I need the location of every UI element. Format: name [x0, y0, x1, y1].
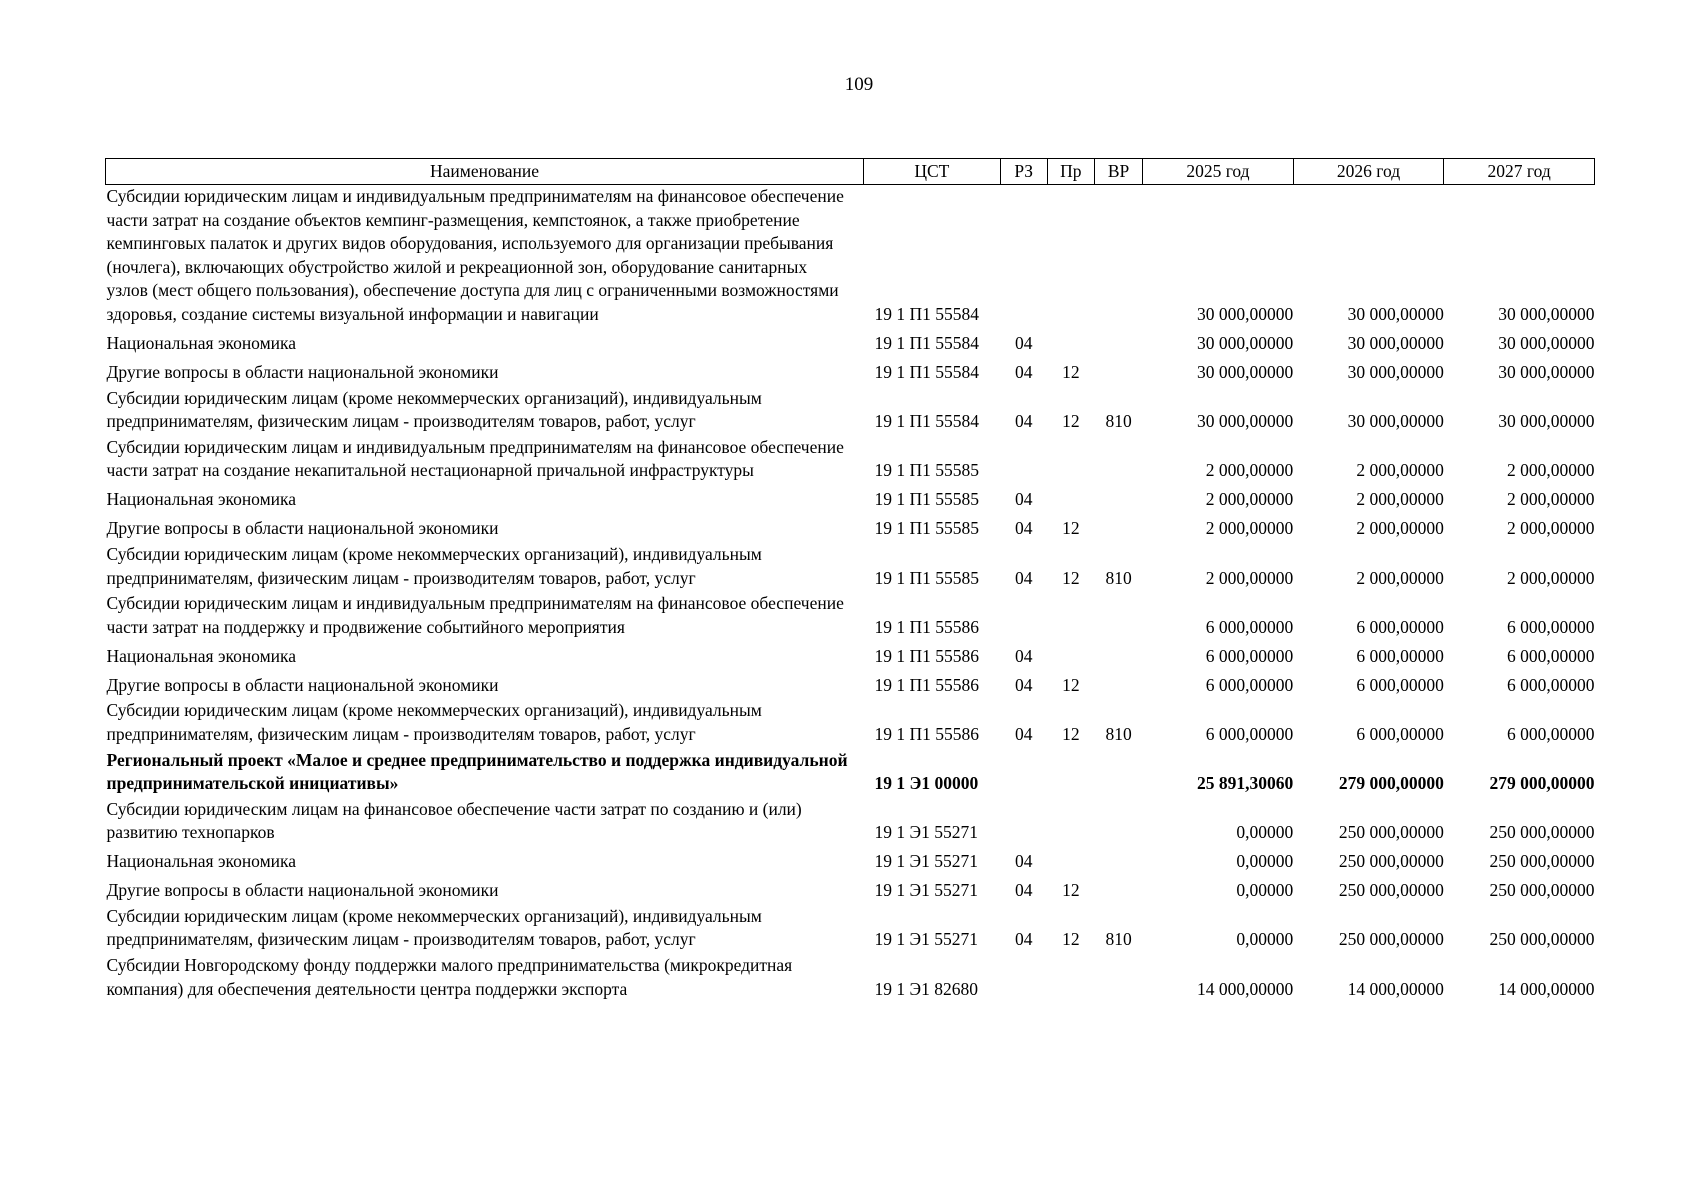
- row-cst: 19 1 П1 55586: [874, 645, 980, 666]
- row-cst: 19 1 П1 55584: [874, 332, 980, 353]
- row-name: Другие вопросы в области национальной экономики: [106, 674, 499, 695]
- row-rz: 04: [1014, 851, 1033, 872]
- row-2026: 30 000,00000: [1347, 303, 1444, 324]
- table-row: [106, 485, 1595, 514]
- header-name: Наименование: [106, 159, 864, 185]
- row-name: Национальная экономика: [106, 332, 297, 353]
- header-cst: ЦСТ: [864, 159, 1001, 185]
- table-row: [106, 329, 1595, 358]
- row-rz: 04: [1014, 411, 1033, 432]
- row-cst: 19 1 П1 55586: [874, 674, 980, 695]
- row-pr: 12: [1062, 361, 1080, 382]
- table-row: [106, 543, 1595, 592]
- budget-table: [105, 158, 1595, 1003]
- row-pr: [1047, 485, 1094, 514]
- row-vr: [1094, 749, 1142, 798]
- header-2025: 2025 год: [1143, 159, 1294, 185]
- row-2025: 2 000,00000: [1205, 567, 1294, 588]
- row-2026: 30 000,00000: [1347, 332, 1444, 353]
- table-row: [106, 954, 1595, 1003]
- row-cst: 19 1 Э1 55271: [874, 851, 978, 872]
- row-2027: 14 000,00000: [1498, 978, 1595, 999]
- page-number: 109: [844, 74, 874, 95]
- row-pr: [1047, 749, 1094, 798]
- row-vr: [1094, 641, 1142, 670]
- row-pr: 12: [1062, 674, 1080, 695]
- row-rz: 04: [1014, 645, 1033, 666]
- row-pr: 12: [1062, 567, 1080, 588]
- row-rz: [1000, 954, 1047, 1003]
- table-row: [106, 436, 1595, 485]
- row-cst: 19 1 Э1 55271: [874, 929, 978, 950]
- row-pr: [1047, 329, 1094, 358]
- row-name: Национальная экономика: [106, 851, 297, 872]
- row-2027: 6 000,00000: [1507, 645, 1595, 666]
- row-cst: 19 1 П1 55586: [874, 616, 980, 637]
- row-cst: 19 1 П1 55584: [874, 411, 980, 432]
- row-rz: 04: [1014, 361, 1033, 382]
- row-vr: [1094, 954, 1142, 1003]
- row-2027: 30 000,00000: [1498, 332, 1595, 353]
- row-name: Субсидии юридическим лицам (кроме некоммерческих организаций), индивидуальным предпринимателям, физическим лицам - производителям товаров, работ, услуг: [106, 700, 762, 744]
- row-2025: 30 000,00000: [1197, 361, 1294, 382]
- row-2027: 2 000,00000: [1507, 567, 1595, 588]
- row-vr: [1094, 358, 1142, 387]
- row-rz: [1000, 185, 1047, 329]
- row-vr: [1094, 876, 1142, 905]
- row-2026: 30 000,00000: [1347, 361, 1444, 382]
- table-row: [106, 905, 1595, 954]
- table-row: [106, 185, 1595, 329]
- row-vr: [1094, 514, 1142, 543]
- row-pr: [1047, 185, 1094, 329]
- row-cst: 19 1 П1 55585: [874, 489, 980, 510]
- row-rz: 04: [1014, 723, 1033, 744]
- row-2025: 0,00000: [1236, 880, 1294, 901]
- row-2026: 250 000,00000: [1338, 880, 1444, 901]
- row-rz: [1000, 749, 1047, 798]
- row-vr: 810: [1105, 411, 1132, 432]
- row-name: Другие вопросы в области национальной экономики: [106, 518, 499, 539]
- row-2026: 250 000,00000: [1338, 929, 1444, 950]
- row-2026: 6 000,00000: [1356, 645, 1444, 666]
- row-2025: 2 000,00000: [1205, 460, 1294, 481]
- row-2026: 250 000,00000: [1338, 851, 1444, 872]
- row-2026: 30 000,00000: [1347, 411, 1444, 432]
- table-row: [106, 387, 1595, 436]
- row-2027: 250 000,00000: [1489, 822, 1595, 843]
- row-vr: [1094, 436, 1142, 485]
- row-name: Другие вопросы в области национальной экономики: [106, 361, 499, 382]
- row-cst: 19 1 Э1 55271: [874, 880, 978, 901]
- row-pr: [1047, 436, 1094, 485]
- row-2027: 6 000,00000: [1507, 674, 1595, 695]
- row-2025: 25 891,30060: [1197, 773, 1294, 794]
- row-2025: 6 000,00000: [1205, 723, 1294, 744]
- row-rz: 04: [1014, 518, 1033, 539]
- row-name: Субсидии юридическим лицам и индивидуальным предпринимателям на финансовое обеспечение части затрат на поддержку и продвижение событийного мероприятия: [106, 593, 844, 637]
- row-2025: 2 000,00000: [1205, 489, 1294, 510]
- row-rz: [1000, 798, 1047, 847]
- row-2025: 6 000,00000: [1205, 645, 1294, 666]
- row-rz: 04: [1014, 674, 1033, 695]
- row-2025: 6 000,00000: [1205, 616, 1294, 637]
- table-row: [106, 670, 1595, 699]
- row-2026: 279 000,00000: [1338, 773, 1444, 794]
- row-rz: [1000, 592, 1047, 641]
- row-2027: 30 000,00000: [1498, 361, 1595, 382]
- row-name: Национальная экономика: [106, 489, 297, 510]
- row-vr: [1094, 670, 1142, 699]
- row-pr: [1047, 592, 1094, 641]
- row-cst: 19 1 Э1 55271: [874, 822, 978, 843]
- row-2026: 6 000,00000: [1356, 616, 1444, 637]
- table-row: [106, 641, 1595, 670]
- row-name: Субсидии юридическим лицам на финансовое обеспечение части затрат по созданию и (или) развитию технопарков: [106, 798, 802, 843]
- row-cst: 19 1 П1 55585: [874, 567, 980, 588]
- row-vr: [1094, 592, 1142, 641]
- table-row: [106, 358, 1595, 387]
- header-pr: Пр: [1047, 159, 1094, 185]
- row-cst: 19 1 Э1 82680: [874, 978, 978, 999]
- table-row: [106, 514, 1595, 543]
- row-rz: 04: [1014, 880, 1033, 901]
- row-name: Субсидии юридическим лицам (кроме некоммерческих организаций), индивидуальным предпринимателям, физическим лицам - производителям товаров, работ, услуг: [106, 543, 762, 588]
- row-cst: 19 1 П1 55584: [874, 361, 980, 382]
- row-vr: [1094, 329, 1142, 358]
- row-pr: [1047, 847, 1094, 876]
- row-2027: 250 000,00000: [1489, 880, 1595, 901]
- row-pr: 12: [1062, 518, 1080, 539]
- row-2027: 2 000,00000: [1507, 460, 1595, 481]
- row-vr: [1094, 798, 1142, 847]
- row-cst: 19 1 П1 55586: [874, 723, 980, 744]
- row-2025: 30 000,00000: [1197, 303, 1294, 324]
- table-header: [106, 159, 1595, 185]
- row-2027: 250 000,00000: [1489, 851, 1595, 872]
- row-rz: 04: [1014, 929, 1033, 950]
- row-vr: 810: [1105, 929, 1132, 950]
- table-row: [106, 847, 1595, 876]
- row-rz: 04: [1014, 489, 1033, 510]
- row-pr: [1047, 954, 1094, 1003]
- row-cst: 19 1 П1 55584: [874, 303, 980, 324]
- row-2025: 0,00000: [1236, 822, 1294, 843]
- table-row: [106, 592, 1595, 641]
- row-pr: 12: [1062, 411, 1080, 432]
- row-name: Субсидии юридическим лицам (кроме некоммерческих организаций), индивидуальным предпринимателям, физическим лицам - производителям товаров, работ, услуг: [106, 387, 762, 432]
- table-row: [106, 749, 1595, 798]
- row-vr: 810: [1105, 567, 1132, 588]
- row-name: Субсидии Новгородскому фонду поддержки малого предпринимательства (микрокредитная компания) для обеспечения деятельности центра поддержки экспорта: [106, 955, 793, 999]
- table-row: [106, 699, 1595, 748]
- header-2026: 2026 год: [1293, 159, 1444, 185]
- row-2025: 6 000,00000: [1205, 674, 1294, 695]
- row-2027: 2 000,00000: [1507, 518, 1595, 539]
- row-vr: [1094, 485, 1142, 514]
- header-rz: РЗ: [1000, 159, 1047, 185]
- row-name: Субсидии юридическим лицам и индивидуальным предпринимателям на финансовое обеспечение части затрат на создание объектов кемпинг-размещения, кемпстоянок, а также приобретение кемпинговых палаток и других видов оборудования, используемого для организации пребывания (ночлега), включающих обустройство жилой и рекреационной зон, оборудование санитарных узлов (мест общего пользования), обеспечение доступа для лиц с ограниченными возможностями здоровья, создание системы визуальной информации и навигации: [106, 186, 844, 324]
- row-2026: 2 000,00000: [1356, 518, 1444, 539]
- row-2025: 14 000,00000: [1197, 978, 1294, 999]
- row-2025: 2 000,00000: [1205, 518, 1294, 539]
- row-cst: 19 1 П1 55585: [874, 518, 980, 539]
- table-body: [106, 185, 1595, 1004]
- row-2026: 250 000,00000: [1338, 822, 1444, 843]
- header-2027: 2027 год: [1444, 159, 1595, 185]
- row-rz: 04: [1014, 567, 1033, 588]
- row-cst: 19 1 Э1 00000: [874, 773, 979, 794]
- row-name: Другие вопросы в области национальной экономики: [106, 880, 499, 901]
- row-2026: 2 000,00000: [1356, 489, 1444, 510]
- row-pr: 12: [1062, 723, 1080, 744]
- row-rz: 04: [1014, 332, 1033, 353]
- row-2027: 30 000,00000: [1498, 303, 1595, 324]
- row-rz: [1000, 436, 1047, 485]
- row-name: Субсидии юридическим лицам (кроме некоммерческих организаций), индивидуальным предпринимателям, физическим лицам - производителям товаров, работ, услуг: [106, 905, 762, 950]
- row-pr: [1047, 641, 1094, 670]
- row-name: Региональный проект «Малое и среднее предпринимательство и поддержка индивидуальной предпринимательской инициативы»: [106, 749, 848, 794]
- row-2026: 2 000,00000: [1356, 567, 1444, 588]
- row-pr: [1047, 798, 1094, 847]
- row-2026: 2 000,00000: [1356, 460, 1444, 481]
- row-pr: 12: [1062, 929, 1080, 950]
- row-vr: [1094, 185, 1142, 329]
- table-row: [106, 876, 1595, 905]
- row-vr: 810: [1105, 723, 1132, 744]
- row-2026: 14 000,00000: [1347, 978, 1444, 999]
- row-name: Субсидии юридическим лицам и индивидуальным предпринимателям на финансовое обеспечение части затрат на создание некапитальной нестационарной причальной инфраструктуры: [106, 436, 844, 481]
- row-vr: [1094, 847, 1142, 876]
- row-2027: 2 000,00000: [1507, 489, 1595, 510]
- row-2025: 0,00000: [1236, 851, 1294, 872]
- row-pr: 12: [1062, 880, 1080, 901]
- row-2025: 30 000,00000: [1197, 411, 1294, 432]
- row-2027: 279 000,00000: [1489, 773, 1595, 794]
- row-2026: 6 000,00000: [1356, 723, 1444, 744]
- row-2026: 6 000,00000: [1356, 674, 1444, 695]
- row-cst: 19 1 П1 55585: [874, 460, 980, 481]
- row-name: Национальная экономика: [106, 645, 297, 666]
- row-2025: 0,00000: [1236, 929, 1294, 950]
- row-2027: 6 000,00000: [1507, 723, 1595, 744]
- table-row: [106, 798, 1595, 847]
- row-2027: 250 000,00000: [1489, 929, 1595, 950]
- row-2025: 30 000,00000: [1197, 332, 1294, 353]
- row-2027: 6 000,00000: [1507, 616, 1595, 637]
- row-2027: 30 000,00000: [1498, 411, 1595, 432]
- header-vr: ВР: [1094, 159, 1142, 185]
